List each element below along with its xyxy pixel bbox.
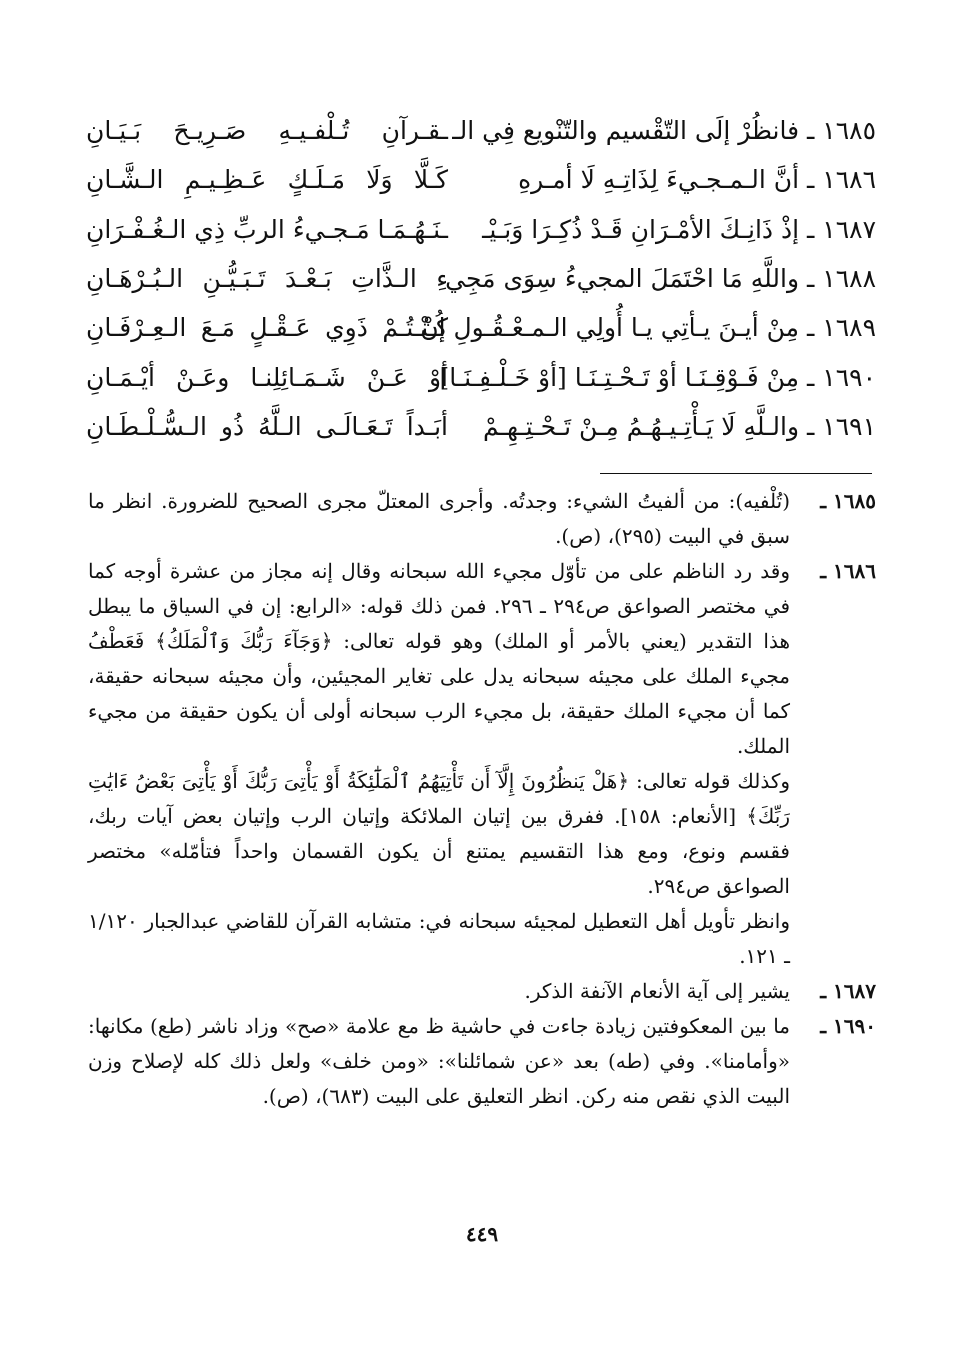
verse-row bbox=[86, 155, 876, 204]
verse-second-hemistich: كَـلَّا وَلَا مَـلَـكٍ عَـظِـيـمِ الـشَّـانِ bbox=[86, 165, 448, 195]
verse-first-hemistich: ١٦٩١ ـ والـلَّهِ لَا يَـأْتِـيـهُـمُ مِـنْ تَـحْـتِـهِـمْ bbox=[482, 411, 876, 441]
footnote-paragraph: ما بين المعكوفتين زيادة جاءت في حاشية ظ مع علامة «صح» وزاد ناشر (طع) مكانها: «وأمامنا». وفي (طه) بعد «عن شمائلنا»: «ومن خلف» ولعل ذلك كله لإصلاح وزن البيت الذي نقص منه ركن. انظر التعليق على البيت (٦٨٣)، (ص). bbox=[88, 1014, 790, 1108]
page-number: ٤٤٩ bbox=[465, 1222, 499, 1246]
footnote-number: ١٦٩٠ ـ bbox=[820, 1014, 876, 1038]
footnote-number: ١٦٨٧ ـ bbox=[820, 979, 876, 1003]
verse-row bbox=[86, 106, 876, 155]
verse-row bbox=[86, 352, 876, 401]
footnotes bbox=[88, 484, 876, 1114]
footnote-body bbox=[88, 974, 790, 1009]
footnote-paragraph: وكذلك قوله تعالى: ﴿هَلْ يَنظُرُونَ إِلَّآ أَن تَأْتِيَهُمُ ٱلْمَلَٰٓئِكَةُ أَوْ يَأْتِىَ رَبُّكَ أَوْ يَأْتِىَ بَعْضُ ءَايَٰتِ رَبِّكَ﴾ [الأنعام: ١٥٨]. ففرق بين إتيان الملائكة وإتيان الرب وإتيان بعض آيات ربك، فقسم ونوع، ومع هذا التقسيم يمتنع أن يكون القسمان واحداً فتأمّله» مختصر الصواعق ص٢٩٤. bbox=[88, 769, 791, 898]
verse-second-hemistich: ـقـرآنِ تُـلْفـيـهِ صَـرِيـحَ بَـيَـانِ bbox=[86, 116, 448, 146]
verse-second-hemistich: كُـنْـتُـمْ ذَوِي عَـقْـلٍ مَـعَ الـعِـرْفَـانِ bbox=[86, 313, 448, 343]
footnote bbox=[88, 1009, 876, 1114]
footnote-body bbox=[88, 484, 790, 554]
verse-second-hemistich: ءِ الـذَّاتِ بَـعْـدَ تَـبَـيُّـنِ الـبُـرْهَـانِ bbox=[86, 264, 448, 294]
footnote-paragraph: (تُلْفيه): من ألفيتُ الشيء: وجدتُه. وأجرى المعتلّ مجرى الصحيح للضرورة. انظر ما سبق في البيت (٢٩٥)، (ص). bbox=[88, 489, 790, 548]
footnote-paragraph: وانظر تأويل أهل التعطيل لمجيئه سبحانه في: متشابه القرآن للقاضي عبدالجبار ١/١٢٠ ـ ١٢١. bbox=[88, 909, 790, 968]
footnote-paragraph: وقد رد الناظم على من تأوّل مجيء الله سبحانه وقال إنه مجاز من عشرة أوجه كما في مختصر الصواعق ص٢٩٤ ـ ٢٩٦. فمن ذلك قوله: «الرابع: إن في السياق ما يبطل هذا التقدير (يعني بالأمر أو الملك) وهو قوله تعالى: ﴿وَجَآءَ رَبُّكَ وَٱلْمَلَكُ﴾ فَعَطْفُ مجيء الملك على مجيئه سبحانه يدل على تغاير المجيئين، وأن مجيئه سبحانه حقيقة، كما أن مجيء الملك حقيقة، بل مجيء الرب سبحانه أولى أن يكون حقيقة من مجيء الملك. bbox=[88, 559, 791, 758]
footnote bbox=[88, 974, 876, 1009]
footnote-number: ١٦٨٦ ـ bbox=[820, 559, 876, 583]
verses-block bbox=[86, 106, 876, 451]
footnote-separator bbox=[600, 473, 872, 474]
verse-first-hemistich: ١٦٨٩ ـ مِنْ أيـنَ يـأتِي يـا أُولِي الـمـعْـقُـولِ إنْ bbox=[420, 313, 876, 343]
footnote-body bbox=[88, 1009, 790, 1114]
footnote-paragraph: يشير إلى آية الأنعام الآنفة الذكر. bbox=[524, 979, 790, 1003]
verse-second-hemistich: ـنَـهُـمَـا مَـجـيءُ الربِّ ذِي الـغُـفْـرَانِ bbox=[86, 214, 448, 244]
footnote-body bbox=[88, 554, 790, 974]
verse-first-hemistich: ١٦٨٨ ـ واللَّهِ مَا احْتَمَلَ المجيءُ سِوَى مَجِي bbox=[445, 264, 876, 294]
verse-row bbox=[86, 303, 876, 352]
verse-row bbox=[86, 402, 876, 451]
verse-first-hemistich: ١٦٨٧ ـ إذْ ذَانِـكَ الأمْـرَانِ قَـدْ ذُكِـرَا وَبَـيْـ bbox=[482, 214, 876, 244]
verse-row bbox=[86, 205, 876, 254]
verse-first-hemistich: ١٦٨٥ ـ فانظُرْ إلَى التّقْسيم والتّنْويع فِي الـ bbox=[452, 116, 876, 146]
footnote bbox=[88, 554, 876, 974]
verse-first-hemistich: ١٦٨٦ ـ أنَّ الـمـجـيءَ لِذَاتِـهِ لَا أمـرهِ bbox=[518, 165, 876, 195]
verse-second-hemistich: أبَـداً تَـعَـالَـى الـلَّهُ ذُو الـسُّـلْـطَـانِ bbox=[86, 411, 448, 441]
verse-second-hemistich: أوْ عَـنْ شَـمَـائِلِنـا وعَـنْ أيْـمَـانِ bbox=[86, 362, 448, 392]
footnote-number: ١٦٨٥ ـ bbox=[820, 489, 876, 513]
footnote bbox=[88, 484, 876, 554]
verse-row bbox=[86, 254, 876, 303]
verse-first-hemistich: ١٦٩٠ ـ مِنْ فَـوْقِـنَـا أوْ تَـحْـتِـنَـا [أوْ خَـلْـفِـنَـا] bbox=[439, 362, 876, 392]
